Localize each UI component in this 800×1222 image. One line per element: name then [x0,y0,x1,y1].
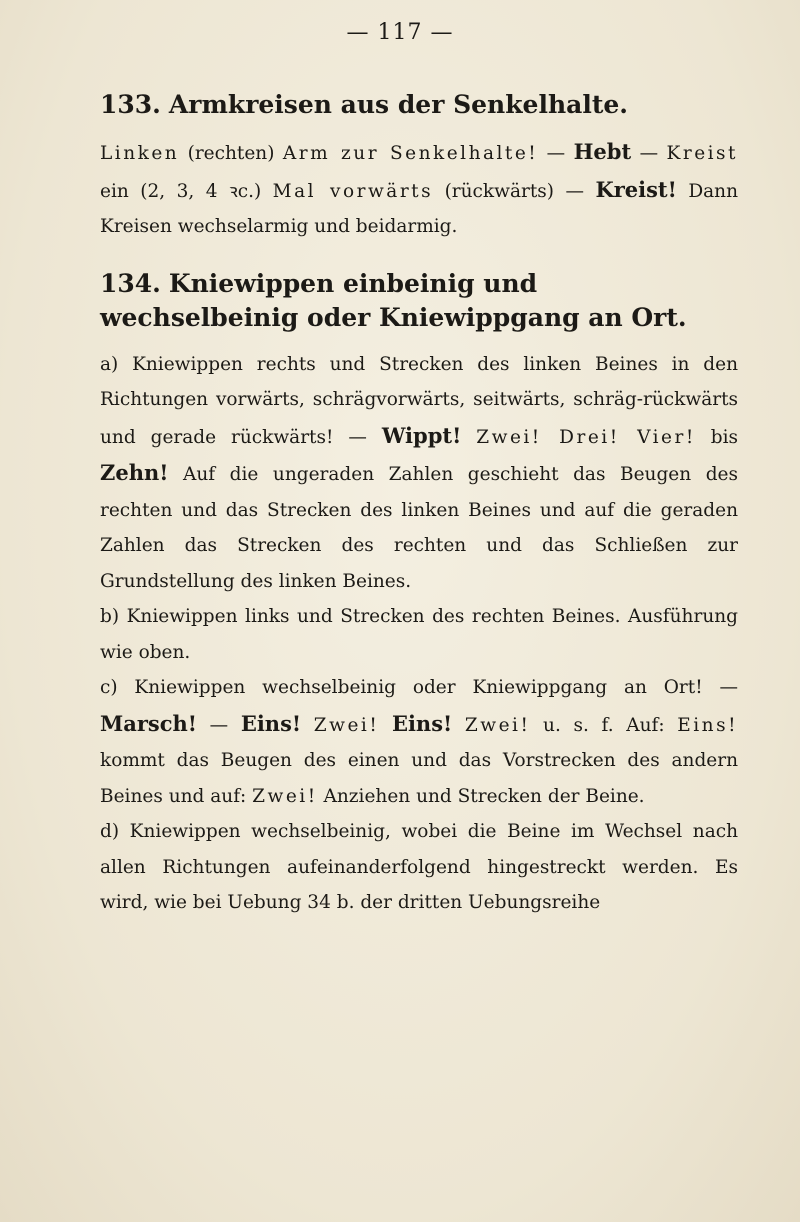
body-text: kommt das Beugen des einen und das Vorstrecken des andern Beines und auf: [100,750,738,807]
body-text [461,427,476,448]
body-text: ein (2, 3, 4 ꝛc.) [100,180,273,202]
section-134-number: 134. [100,268,161,298]
body-text [452,715,465,736]
command-word: Kreist! [595,176,677,202]
command-text: Zwei! [252,785,318,807]
body-text: a) Kniewippen rechts und Strecken des linken Beines in den Richtungen vorwärts, schrägvorwärts, seitwärts, schräg-rückwärts und gerade rückwärts! — [100,353,738,448]
command-text: Mal vorwärts [272,180,434,202]
page-content [100,88,738,921]
command-text: Linken [100,143,180,164]
section-133-number: 133. [100,90,161,119]
command-word: Marsch! [100,710,198,736]
command-word: Wippt! [381,422,462,448]
body-text: — [538,143,574,164]
body-text: bis [695,426,738,448]
body-text: (rechten) [179,143,283,164]
page-number: — 117 — [346,20,454,45]
body-text: Auf die ungeraden Zahlen geschieht das Beugen des rechten und das Strecken des linken Beines und auf die geraden Zahlen das Strecken des rechten und das Schließen zur Grundstellung des linken Beines. [100,464,738,592]
command-text: Eins! [677,714,738,736]
item-a [100,347,738,600]
section-134-title: Kniewippen einbeinig und wechselbeinig oder Kniewippgang an Ort. [100,268,687,332]
section-133-heading [100,88,738,122]
command-text: Zwei! Drei! Vier! [476,426,696,448]
command-word: Eins! [391,710,453,736]
body-text: d) Kniewippen wechselbeinig, wobei die Beine im Wechsel nach allen Richtungen aufeinanderfolgend hingestreckt werden. Es wird, wie bei Uebung 34 b. der dritten Uebungsreihe [100,821,738,913]
section-133-text [100,134,738,245]
command-word: Eins! [240,710,302,736]
section-133-title: Armkreisen aus der Senkelhalte. [168,90,628,119]
body-text [301,715,314,736]
body-text: — [197,714,241,736]
item-d [100,814,738,921]
command-word: Zehn! [100,460,169,485]
body-text: u. s. f. Auf: [530,714,678,736]
section-gap [100,245,738,267]
item-c [100,670,738,814]
body-text [379,715,392,736]
body-text: (rückwärts) — [433,180,596,202]
command-text: Arm zur Senkelhalte! [282,143,539,164]
item-b [100,599,738,670]
section-134-heading [100,267,738,335]
command-word: Hebt [573,139,632,164]
body-text: b) Kniewippen links und Strecken des rechten Beines. Ausführung wie oben. [100,606,738,663]
command-text: Kreist [666,143,738,164]
body-text: Anziehen und Strecken der Beine. [317,785,645,807]
body-text: c) Kniewippen wechselbeinig oder Kniewippgang an Ort! — [100,677,738,698]
body-text: Dann Kreisen wechselarmig und beidarmig. [100,180,739,237]
command-text: Zwei! [464,714,531,736]
body-text: — [631,143,667,164]
command-text: Zwei! [313,714,380,736]
